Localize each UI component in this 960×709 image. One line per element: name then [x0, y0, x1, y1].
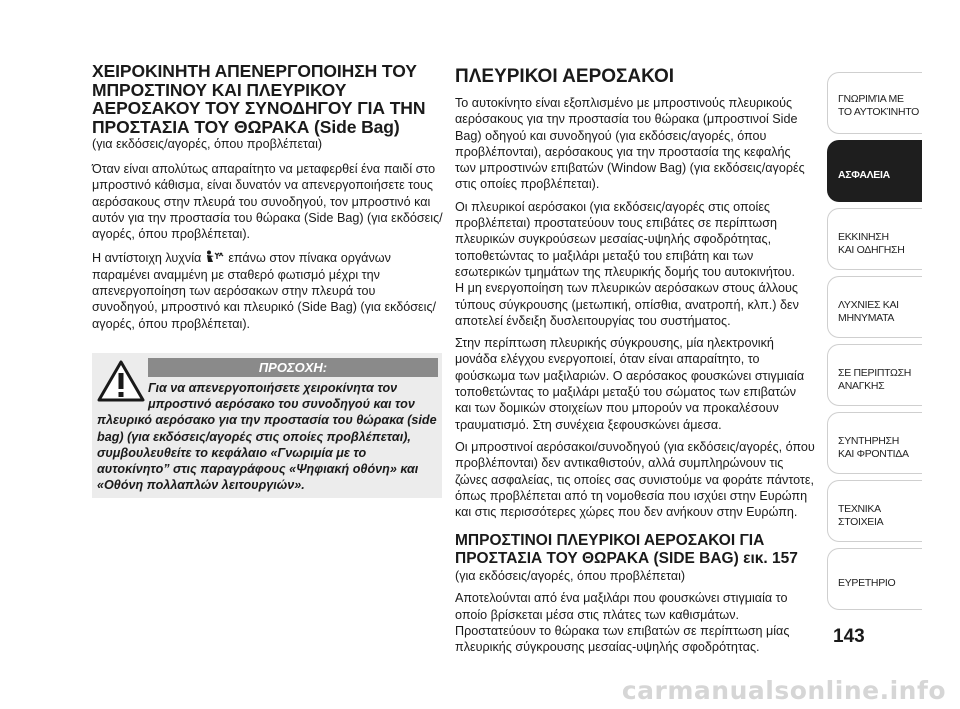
- warning-header: ΠΡΟΣΟΧΗ:: [148, 358, 438, 377]
- paragraph-lamp-text-a: Η αντίστοιχη λυχνία: [92, 251, 202, 266]
- paragraph-warning-lamp: [92, 250, 444, 331]
- tab-technical-data[interactable]: [827, 480, 922, 542]
- tab-label: ΣΥΝΤΗΡΗΣΗ ΚΑΙ ΦΡΟΝΤΙΔΑ: [838, 435, 909, 460]
- tab-emergency[interactable]: [827, 344, 922, 406]
- tab-label: ΣΕ ΠΕΡΙΠΤΩΣΗ ΑΝΑΓΚΗΣ: [838, 367, 912, 392]
- title-note: (για εκδόσεις/αγορές, όπου προβλέπεται): [92, 137, 323, 151]
- subsection-note: (για εκδόσεις/αγορές, όπου προβλέπεται): [455, 569, 686, 584]
- tab-getting-to-know[interactable]: [827, 72, 922, 134]
- tab-safety[interactable]: [827, 140, 922, 202]
- tab-label: ΛΥΧΝΙΕΣ ΚΑΙ ΜΗΝΥΜΑΤΑ: [838, 299, 899, 324]
- warning-rest: πλευρικό αερόσακο για την προστασία του θώρακα (side bag) (για εκδόσεις/αγορές στις οποίες προβλέπεται), συμβουλευθείτε το κεφάλαιο «Γνωριμία με το αυτοκίνητο” στις παραγράφους «Ψηφιακή οθόνη» και «Οθόνη πολλαπλών λειτουργιών».: [97, 413, 437, 493]
- section-title-side-airbags: ΠΛΕΥΡΙΚΟΙ ΑΕΡΟΣΑΚΟΙ: [455, 66, 675, 87]
- tab-starting-driving[interactable]: [827, 208, 922, 270]
- tab-index[interactable]: [827, 548, 922, 610]
- tab-label: ΕΥΡΕΤΗΡΙΟ: [838, 577, 896, 589]
- tab-label: ΕΚΚΙΝΗΣΗ ΚΑΙ ΟΔΗΓΗΣΗ: [838, 231, 905, 256]
- paragraph-deactivation: Όταν είναι απολύτως απαραίτητο να μεταφερθεί ένα παιδί στο μπροστινό κάθισμα, είναι δυνατόν να απενεργοποιήσετε τους αερόσακους στην πλευρά του συνοδηγού, τον μπροστινό και αυτόν για την προστασία του θώρακα (Side Bag) (για εκδόσεις/αγορές, όπου προβλέπεται).: [92, 162, 443, 242]
- warning-line-1: Για να απενεργοποιήσετε χειροκίνητα τον: [148, 381, 398, 395]
- right-column: [455, 66, 815, 656]
- airbag-off-lamp-icon: [205, 250, 225, 263]
- warning-line-2: μπροστινό αερόσακο του συνοδηγού και τον: [148, 397, 415, 412]
- paragraph-side-bag-desc: Αποτελούνται από ένα μαξιλάρι που φουσκώνει στιγμιαία το οποίο βρίσκεται μέσα στις πλάτες των καθισμάτων. Προστατεύουν το θώρακα των επιβατών σε περίπτωση μίας πλευρικής σύγκρουσης μεσαίας-υψηλής σφοδρότητας.: [455, 591, 790, 655]
- watermark: carmanualsonline.info: [621, 676, 946, 705]
- subsection-title-front-side-bag: ΜΠΡΟΣΤΙΝΟΙ ΠΛΕΥΡΙΚΟΙ ΑΕΡΟΣΑΚΟΙ ΓΙΑ ΠΡΟΣΤΑΣΙΑ ΤΟΥ ΘΩΡΑΚΑ (SIDE BAG) εικ. 157: [455, 532, 798, 568]
- paragraph-side-1: Το αυτοκίνητο είναι εξοπλισμένο με μπροστινούς πλευρικούς αερόσακους για την προστασία του θώρακα (μπροστινοί Side Bag) οδηγού και συνοδηγού (για εκδόσεις/αγορές, όπου προβλέπονται), αερόσακους για την προστασία της κεφαλής των μπροστινών επιβατών (Window Bag) (για εκδόσεις/αγορές στις οποίες προβλέπεται).: [455, 96, 805, 192]
- paragraph-side-4: Στην περίπτωση πλευρικής σύγκρουσης, μία ηλεκτρονική μονάδα ελέγχου ενεργοποιεί, όταν είναι απαραίτητο, το φούσκωμα των μαξιλαριών. Ο αερόσακος φουσκώνει στιγμιαία τοποθετώντας το μαξιλάρι μεταξύ του σώματος των επιβατών και των δομικών στοιχείων που μπορούν να προκαλέσουν τραυματισμό. Στη συνέχεια ξεφουσκώνει άμεσα.: [455, 336, 805, 432]
- paragraph-side-2: Οι πλευρικοί αερόσακοι (για εκδόσεις/αγορές στις οποίες προβλέπεται) προστατεύουν τους επιβάτες σε περίπτωση πλευρικών συγκρούσεων μεσαίας-υψηλής σφοδρότητας, τοποθετώντας το μαξιλάρι μεταξύ του επιβάτη και των εσωτερικών τμημάτων της πλευρικής δομής του αυτοκινήτου.: [455, 199, 796, 279]
- tab-warning-lights[interactable]: [827, 276, 922, 338]
- section-title-airbag-deactivation: ΧΕΙΡΟΚΙΝΗΤΗ ΑΠΕΝΕΡΓΟΠΟΙΗΣΗ ΤΟΥ ΜΠΡΟΣΤΙΝΟΥ ΚΑΙ ΠΛΕΥΡΙΚΟΥ ΑΕΡΟΣΑΚΟΥ ΤΟΥ ΣΥΝΟΔΗΓΟΥ ΓΙΑ ΤΗΝ ΠΡΟΣΤΑΣΙΑ ΤΟΥ ΘΩΡΑΚΑ (Side Bag): [92, 61, 426, 137]
- paragraph-side-5: Οι μπροστινοί αερόσακοι/συνοδηγού (για εκδόσεις/αγορές, όπου προβλέπονται) δεν αντικαθιστούν, αλλά συμπληρώνουν τις ζώνες ασφαλείας, τις οποίες σας συνιστούμε να φοράτε πάντοτε, όπως προβλέπεται από τη νομοθεσία που ισχύει στην Ευρώπη και στις περισσότερες χώρες που δεν ανήκουν στην Ευρώπη.: [455, 439, 815, 520]
- paragraph-side-3: Η μη ενεργοποίηση των πλευρικών αερόσακων στους άλλους τύπους σύγκρουσης (μετωπική, οπίσθια, ανατροπή, κλπ.) δεν αποτελεί ένδειξη δυσλειτουργίας του συστήματος.: [455, 281, 799, 328]
- paragraph-lamp-text-b: επάνω στον πίνακα οργάνων παραμένει αναμμένη με σταθερό φωτισμό μέχρι την απενεργοποίηση των αερόσακων στην πλευρά του συνοδηγού, μπροστινό και πλευρικό (Side Bag) (για εκδόσεις/αγορές, όπου προβλέπεται).: [92, 251, 437, 331]
- tab-label: ΓΝΩΡΙΜΊΑ ΜΕ ΤΟ ΑΥΤΟΚΊΝΗΤΟ: [838, 93, 920, 118]
- warning-text: [97, 380, 437, 493]
- left-column: [92, 62, 444, 332]
- page-number: 143: [833, 626, 865, 647]
- tab-maintenance[interactable]: [827, 412, 922, 474]
- tab-label: ΑΣΦΑΛΕΙΑ: [838, 169, 890, 181]
- tab-label: ΤΕΧΝΙΚΑ ΣΤΟΙΧΕΙΑ: [838, 503, 884, 528]
